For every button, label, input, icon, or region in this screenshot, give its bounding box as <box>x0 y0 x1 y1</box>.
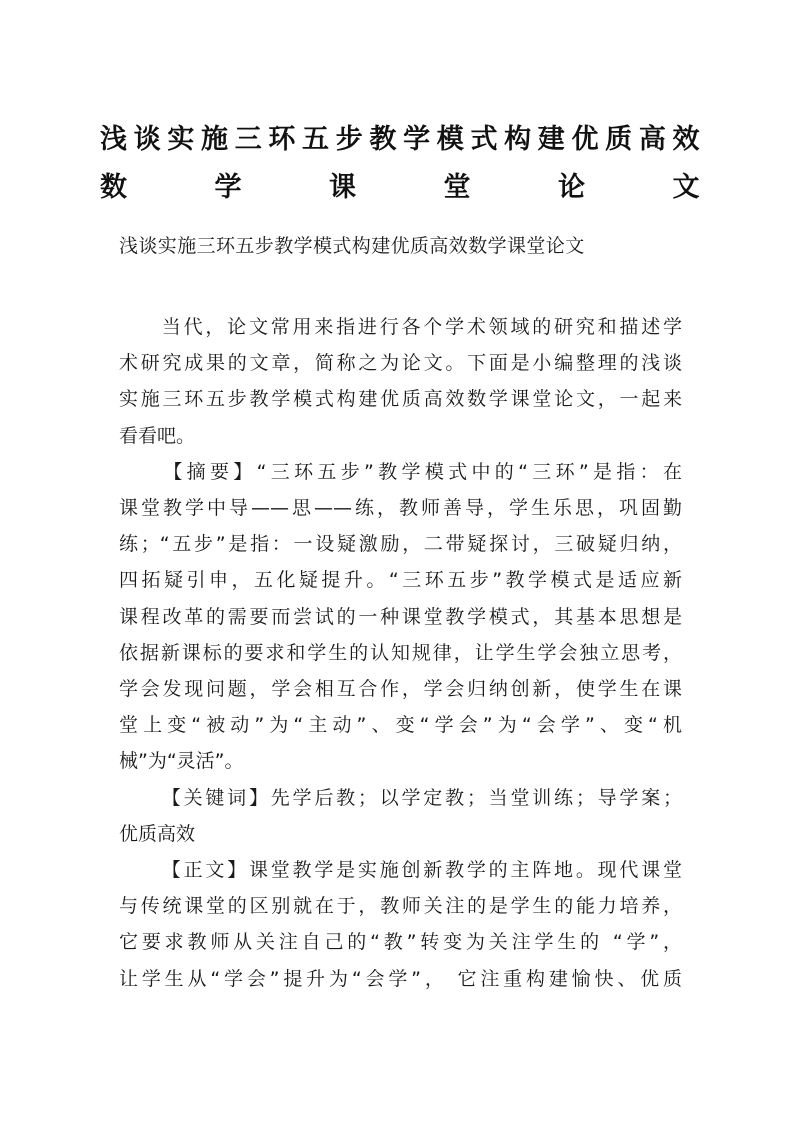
document-body <box>119 309 682 997</box>
text-line: 【关键词】先学后教；以学定教；当堂训练；导学案； <box>159 786 682 809</box>
text-line: 练；“五步”是指：一设疑激励，二带疑探讨，三破疑归纳， <box>119 533 682 556</box>
text-line: 【正文】课堂教学是实施创新教学的主阵地。现代课堂 <box>159 859 682 882</box>
document-subtitle: 浅谈实施三环五步教学模式构建优质高效数学课堂论文 <box>119 235 585 257</box>
text-line: 它要求教师从关注自己的“教”转变为关注学生的 “学”， <box>119 931 682 954</box>
text-line: 优质高效 <box>119 822 196 845</box>
text-line: 让学生从“学会”提升为“会学”， 它注重构建愉快、优质 <box>119 967 682 990</box>
text-line: 依据新课标的要求和学生的认知规律，让学生学会独立思考， <box>119 641 682 664</box>
text-line: 术研究成果的文章，简称之为论文。下面是小编整理的浅谈 <box>119 352 682 375</box>
text-line: 当代，论文常用来指进行各个学术领域的研究和描述学 <box>159 316 682 338</box>
abstract-paragraph <box>119 454 682 780</box>
text-line: 看看吧。 <box>119 424 196 447</box>
document-title <box>100 116 700 212</box>
title-line: 数学课堂论文 <box>100 172 700 204</box>
body-paragraph <box>119 852 682 997</box>
keywords-paragraph <box>119 780 682 852</box>
text-line: 学会发现问题，学会相互合作，学会归纳创新，使学生在课 <box>119 678 682 701</box>
text-line: 课堂教学中导——思——练，教师善导，学生乐思，巩固勤 <box>119 497 682 520</box>
text-line: 械”为“灵活”。 <box>119 750 244 773</box>
text-line: 四拓疑引申，五化疑提升。“三环五步”教学模式是适应新 <box>119 569 682 592</box>
text-line: 与传统课堂的区别就在于，教师关注的是学生的能力培养， <box>119 895 682 918</box>
text-line: 课程改革的需要而尝试的一种课堂教学模式，其基本思想是 <box>119 605 682 628</box>
text-line: 实施三环五步教学模式构建优质高效数学课堂论文，一起来 <box>119 388 682 411</box>
text-line: 堂上变“被动”为“主动”、变“学会”为“会学”、变“机 <box>119 714 682 737</box>
intro-paragraph <box>119 309 682 454</box>
text-line: 【摘要】“三环五步”教学模式中的“三环”是指：在 <box>159 460 682 483</box>
title-line: 浅谈实施三环五步教学模式构建优质高效 <box>100 124 700 156</box>
